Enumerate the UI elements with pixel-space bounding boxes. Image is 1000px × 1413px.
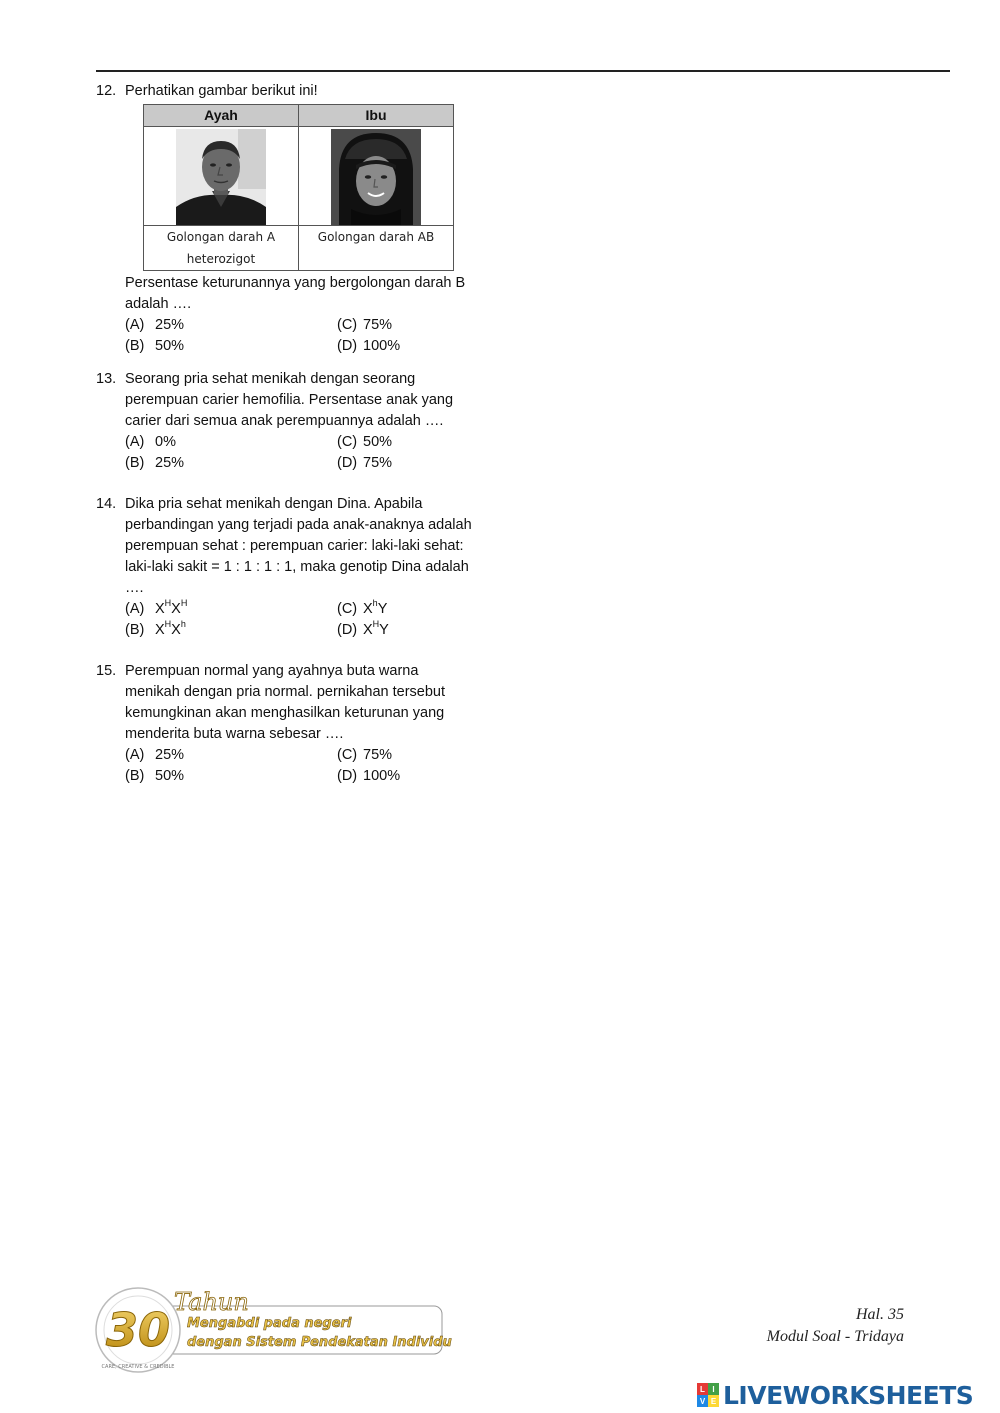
header-ibu: Ibu — [299, 105, 454, 127]
question-number: 12. — [96, 83, 117, 99]
liveworksheets-watermark — [697, 1378, 973, 1412]
option-c[interactable]: (C) 75% — [337, 747, 393, 763]
options — [125, 315, 496, 357]
option-c[interactable]: (C) 75% — [337, 317, 393, 333]
option-c[interactable]: (C) 50% — [337, 434, 393, 450]
option-d[interactable]: (D) $X^HY$ — [337, 620, 487, 641]
question-stem: Persentase keturunannya yang bergolongan darah B adalah …. — [125, 275, 466, 312]
question-15 — [96, 661, 496, 787]
option-b[interactable]: (B) 25% — [125, 455, 185, 471]
logo-line1: Mengabdi pada negeri — [187, 1316, 352, 1331]
genotype: $X^hY$ — [363, 598, 388, 617]
option-d[interactable]: (D) 100% — [337, 338, 401, 354]
genotype: $X^HX^h$ — [155, 619, 186, 638]
options — [125, 432, 496, 474]
watermark-text: LIVEWORKSHEETS — [723, 1380, 974, 1410]
live-badge: L I V E — [697, 1383, 719, 1407]
module-name: Modul Soal - Tridaya — [766, 1328, 904, 1345]
header-ayah: Ayah — [144, 105, 299, 127]
option-a[interactable]: (A) $X^HX^H$ — [125, 599, 337, 620]
option-d[interactable]: (D) 75% — [337, 455, 393, 471]
question-intro: Perhatikan gambar berikut ini! — [125, 83, 318, 99]
caption-ibu: Golongan darah AB — [299, 226, 454, 271]
option-a[interactable]: (A) 25% — [125, 317, 185, 333]
options — [125, 745, 496, 787]
question-number: 13. — [96, 371, 117, 387]
parents-table — [143, 104, 454, 271]
option-b[interactable]: (B) 50% — [125, 338, 185, 354]
question-stem: Dika pria sehat menikah dengan Dina. Apabila perbandingan yang terjadi pada anak-anaknya adalah perempuan sehat : perempuan carier: laki-laki sehat: laki-laki sakit = 1 : 1 : 1 : 1, maka genotip Dina adalah …. — [125, 496, 472, 596]
option-c[interactable]: (C) $X^hY$ — [337, 599, 487, 620]
page-footer — [767, 1304, 904, 1348]
option-d[interactable]: (D) 100% — [337, 768, 401, 784]
options — [125, 599, 496, 641]
top-rule — [96, 70, 950, 72]
logo-ring-text: CARE, CREATIVE & CREDIBLE — [101, 1364, 175, 1370]
anniversary-logo — [92, 1280, 452, 1375]
photo-ayah-cell — [144, 127, 299, 226]
logo-line2: dengan Sistem Pendekatan Individu — [187, 1335, 452, 1350]
option-a[interactable]: (A) 0% — [125, 434, 176, 450]
photo-ibu-cell — [299, 127, 454, 226]
question-13 — [96, 369, 496, 474]
genotype: $X^HX^H$ — [155, 598, 188, 617]
question-14 — [96, 494, 496, 641]
mother-photo — [331, 129, 421, 225]
question-12 — [96, 81, 496, 357]
page-number: Hal. 35 — [856, 1306, 904, 1323]
logo-number: 30 — [105, 1303, 171, 1357]
option-b[interactable]: (B) 50% — [125, 768, 185, 784]
genotype: $X^HY$ — [363, 619, 389, 638]
option-a[interactable]: (A) 25% — [125, 747, 185, 763]
question-number: 14. — [96, 496, 117, 512]
logo-word: Tahun — [174, 1288, 249, 1316]
caption-ayah: Golongan darah A heterozigot — [144, 226, 299, 271]
question-stem: Seorang pria sehat menikah dengan seorang perempuan carier hemofilia. Persentase anak yang carier dari semua anak perempuannya adalah …. — [125, 371, 454, 429]
father-photo — [176, 129, 266, 225]
option-b[interactable]: (B) $X^HX^h$ — [125, 620, 337, 641]
question-number: 15. — [96, 663, 117, 679]
question-stem: Perempuan normal yang ayahnya buta warna menikah dengan pria normal. pernikahan tersebut kemungkinan akan menghasilkan keturunan yang menderita buta warna sebesar …. — [125, 663, 446, 742]
